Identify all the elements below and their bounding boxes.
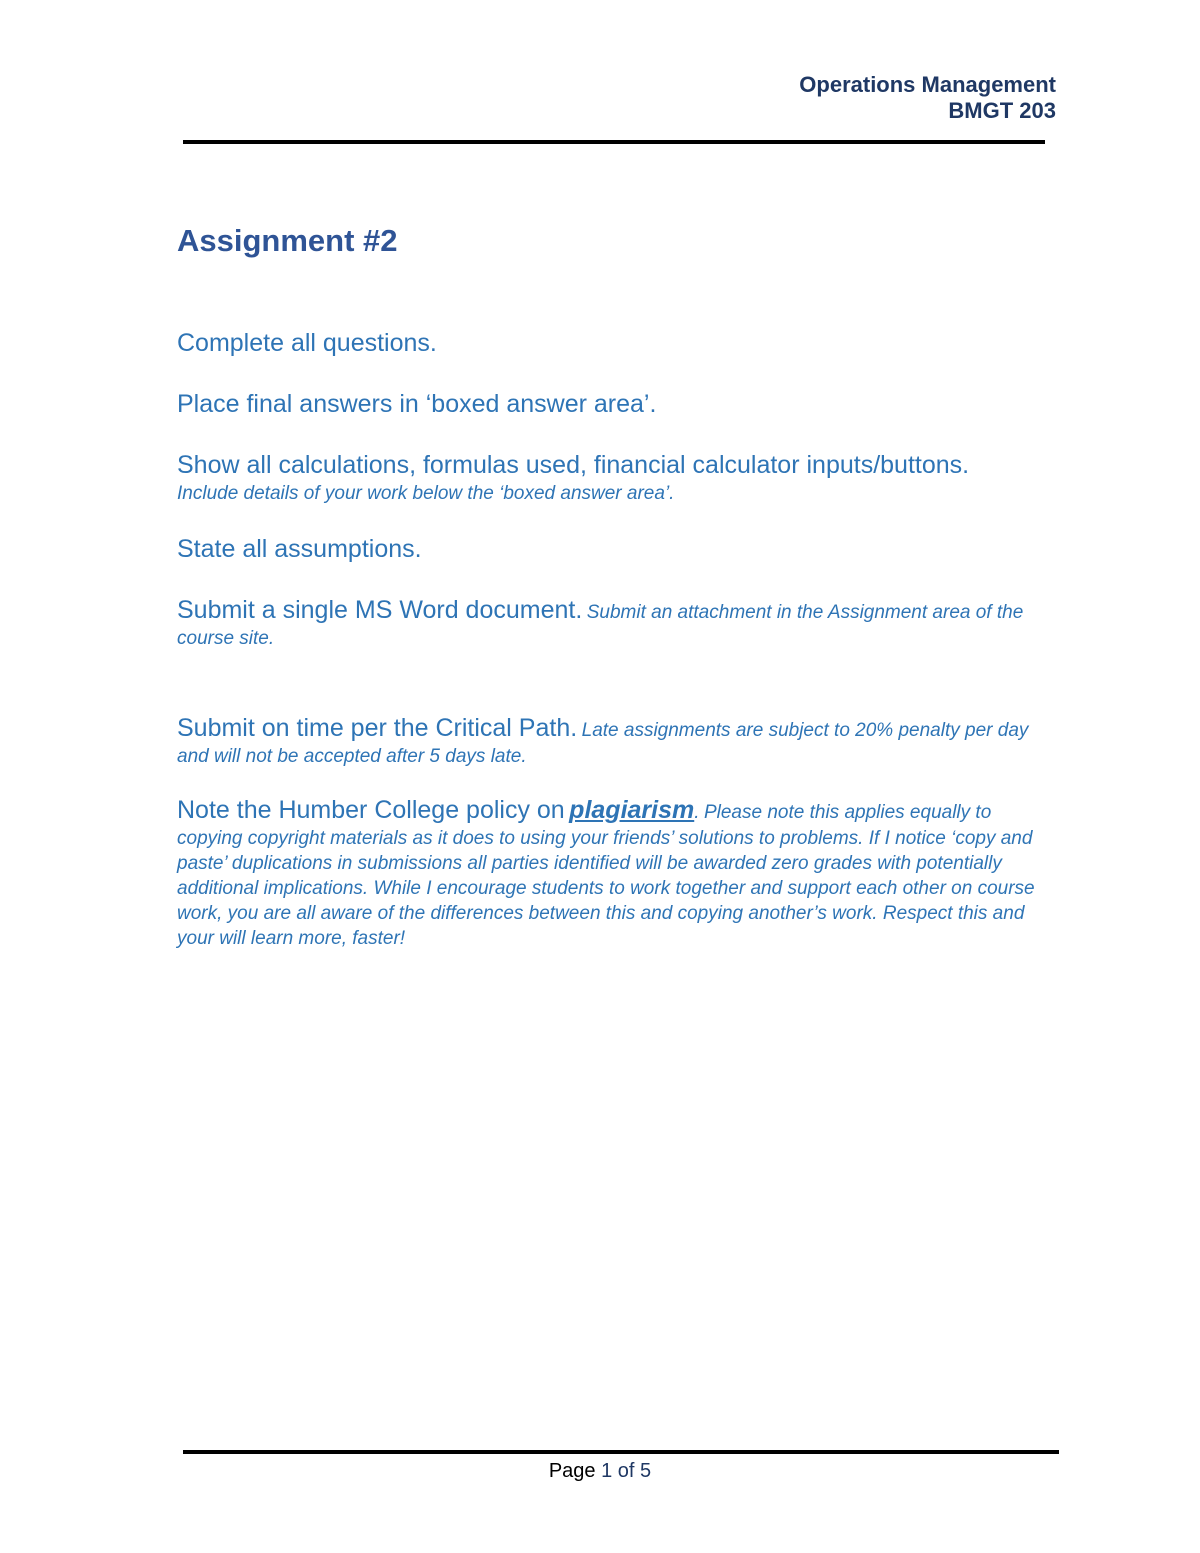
page-current: 1: [601, 1460, 613, 1482]
header-rule: [183, 140, 1045, 144]
instruction-plagiarism: [177, 794, 1062, 951]
policy-lead: Note the Humber College policy on: [177, 796, 565, 824]
instruction-place-answers: Place final answers in ‘boxed answer area’.: [177, 390, 657, 418]
page-footer: [0, 1460, 1200, 1483]
course-name: Operations Management: [799, 72, 1056, 97]
page-header: [799, 72, 1056, 124]
instruction-submit-doc: [177, 594, 1062, 651]
page-total: 5: [640, 1460, 652, 1482]
submit-doc-lead: Submit a single MS Word document.: [177, 596, 583, 624]
document-body: [177, 222, 1062, 951]
plagiarism-link[interactable]: plagiarism: [569, 796, 695, 824]
footer-rule: [183, 1450, 1059, 1454]
page-word: Page: [548, 1460, 596, 1482]
instruction-submit-time: [177, 712, 1062, 769]
show-calcs-lead: Show all calculations, formulas used, financial calculator inputs/buttons.: [177, 451, 970, 479]
show-calcs-note: Include details of your work below the ‘boxed answer area’.: [177, 483, 675, 504]
assignment-title: Assignment #2: [177, 223, 398, 258]
instruction-complete: Complete all questions.: [177, 329, 437, 357]
of-word: of: [617, 1460, 635, 1482]
instruction-assumptions: State all assumptions.: [177, 535, 422, 563]
policy-note: Please note this applies equally to copying copyright materials as it does to using your friends’ solutions to problems. If I notice ‘copy and paste’ duplications in submissions all parties identified will be awarded zero grades with potentially additional implications. While I encourage students to work together and support each other on course work, you are all aware of the differences between this and copying another’s work. Respect this and your will learn more, faster!: [177, 802, 1035, 949]
submit-time-lead: Submit on time per the Critical Path.: [177, 714, 578, 742]
policy-period: .: [694, 802, 700, 823]
course-code: BMGT 203: [948, 98, 1056, 123]
instruction-show-calcs: [177, 449, 1062, 506]
submit-doc-note: Submit an attachment in the Assignment area of the course site.: [177, 602, 1024, 649]
submit-time-note: Late assignments are subject to 20% penalty per day and will not be accepted after 5 days late.: [177, 720, 1029, 767]
